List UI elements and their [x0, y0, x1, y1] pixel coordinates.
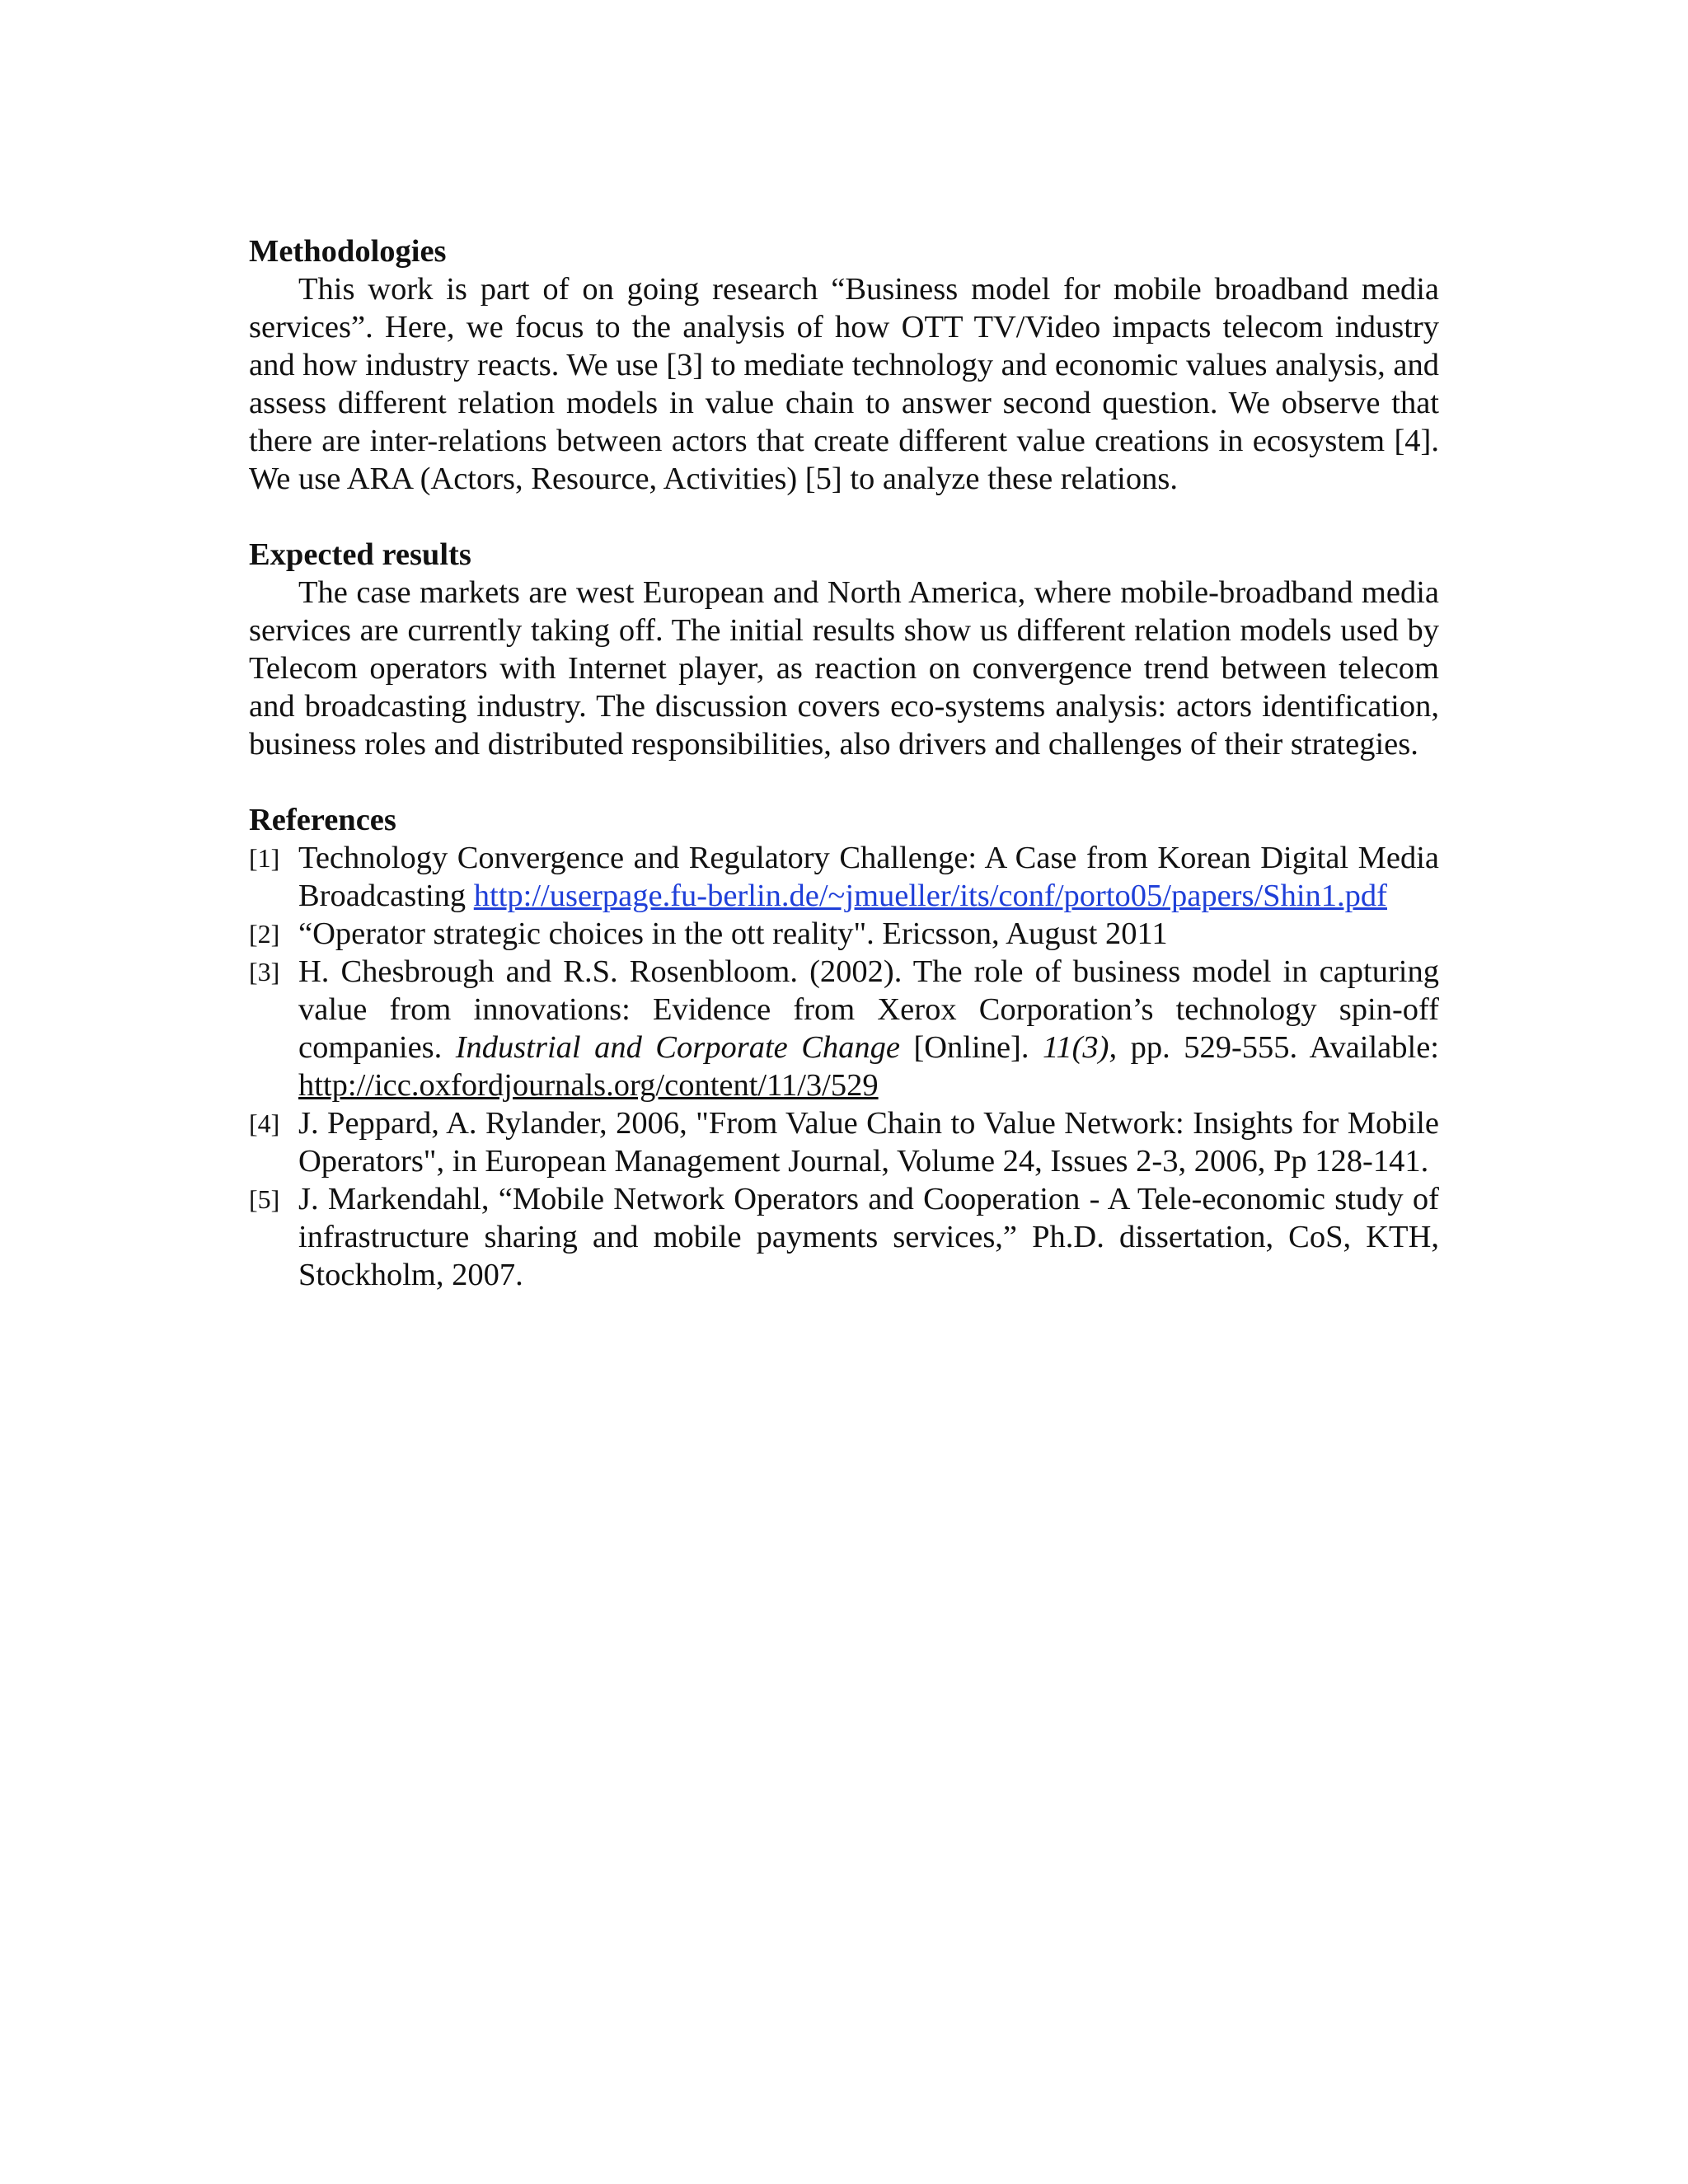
reference-item-3 [249, 953, 1439, 1104]
references-heading: References [249, 803, 396, 837]
reference-item-2 [249, 915, 1439, 953]
references-list [249, 839, 1439, 1294]
reference-text: pp. 529-555. Available: [1117, 1030, 1439, 1065]
reference-text: H. Chesbrough and R.S. Rosenbloom. (2002). The role of business model in capturing value from innovations: Evidence from Xerox Corporation’s technology spin-off companies. [298, 954, 1439, 1065]
expected-results-heading: Expected results [249, 537, 471, 572]
expected-results-section [249, 536, 1439, 763]
reference-item-4 [249, 1104, 1439, 1180]
reference-text: J. Markendahl, “Mobile Network Operators and Cooperation - A Tele-economic study of infrastructure sharing and mobile payments services,” Ph.D. dissertation, CoS, KTH, Stockholm, 2007. [298, 1182, 1439, 1292]
methodologies-heading: Methodologies [249, 234, 447, 269]
reference-link[interactable]: http://userpage.fu-berlin.de/~jmueller/its/conf/porto05/papers/Shin1.pdf [473, 879, 1387, 913]
paper-page [249, 232, 1439, 1294]
reference-item-5 [249, 1180, 1439, 1294]
reference-text: “Operator strategic choices in the ott reality". Ericsson, August 2011 [298, 916, 1168, 951]
reference-text: Technology Convergence and Regulatory Challenge: A Case from Korean Digital Media Broadcasting [298, 841, 1439, 913]
reference-text: [Online]. [899, 1030, 1043, 1065]
reference-item-1 [249, 839, 1439, 915]
journal-volume: 11(3), [1042, 1030, 1118, 1065]
reference-number: [1] [249, 843, 280, 873]
methodologies-section [249, 232, 1439, 498]
reference-number: [4] [249, 1108, 280, 1138]
expected-results-paragraph: The case markets are west European and North America, where mobile-broadband media services are currently taking off. The initial results show us different relation models used by Telecom operators with Internet player, as reaction on convergence trend between telecom and broadcasting industry. The discussion covers eco-systems analysis: actors identification, business roles and distributed responsibilities, also drivers and challenges of their strategies. [249, 575, 1439, 762]
section-spacer [249, 763, 1439, 801]
reference-link[interactable]: http://icc.oxfordjournals.org/content/11/3/529 [298, 1068, 879, 1103]
references-section [249, 801, 1439, 1294]
methodologies-paragraph: This work is part of on going research “Business model for mobile broadband media services”. Here, we focus to the analysis of how OTT TV/Video impacts telecom industry and how industry reacts. We use [3] to mediate technology and economic values analysis, and assess different relation models in value chain to answer second question. We observe that there are inter-relations between actors that create different value creations in ecosystem [4]. We use ARA (Actors, Resource, Activities) [5] to analyze these relations. [249, 272, 1439, 496]
reference-number: [3] [249, 957, 280, 987]
reference-number: [5] [249, 1184, 280, 1214]
reference-text: J. Peppard, A. Rylander, 2006, "From Value Chain to Value Network: Insights for Mobile Operators", in European Management Journal, Volume 24, Issues 2-3, 2006, Pp 128-141. [298, 1106, 1439, 1179]
section-spacer [249, 498, 1439, 536]
journal-title: Industrial and Corporate Change [455, 1030, 900, 1065]
reference-number: [2] [249, 919, 280, 949]
